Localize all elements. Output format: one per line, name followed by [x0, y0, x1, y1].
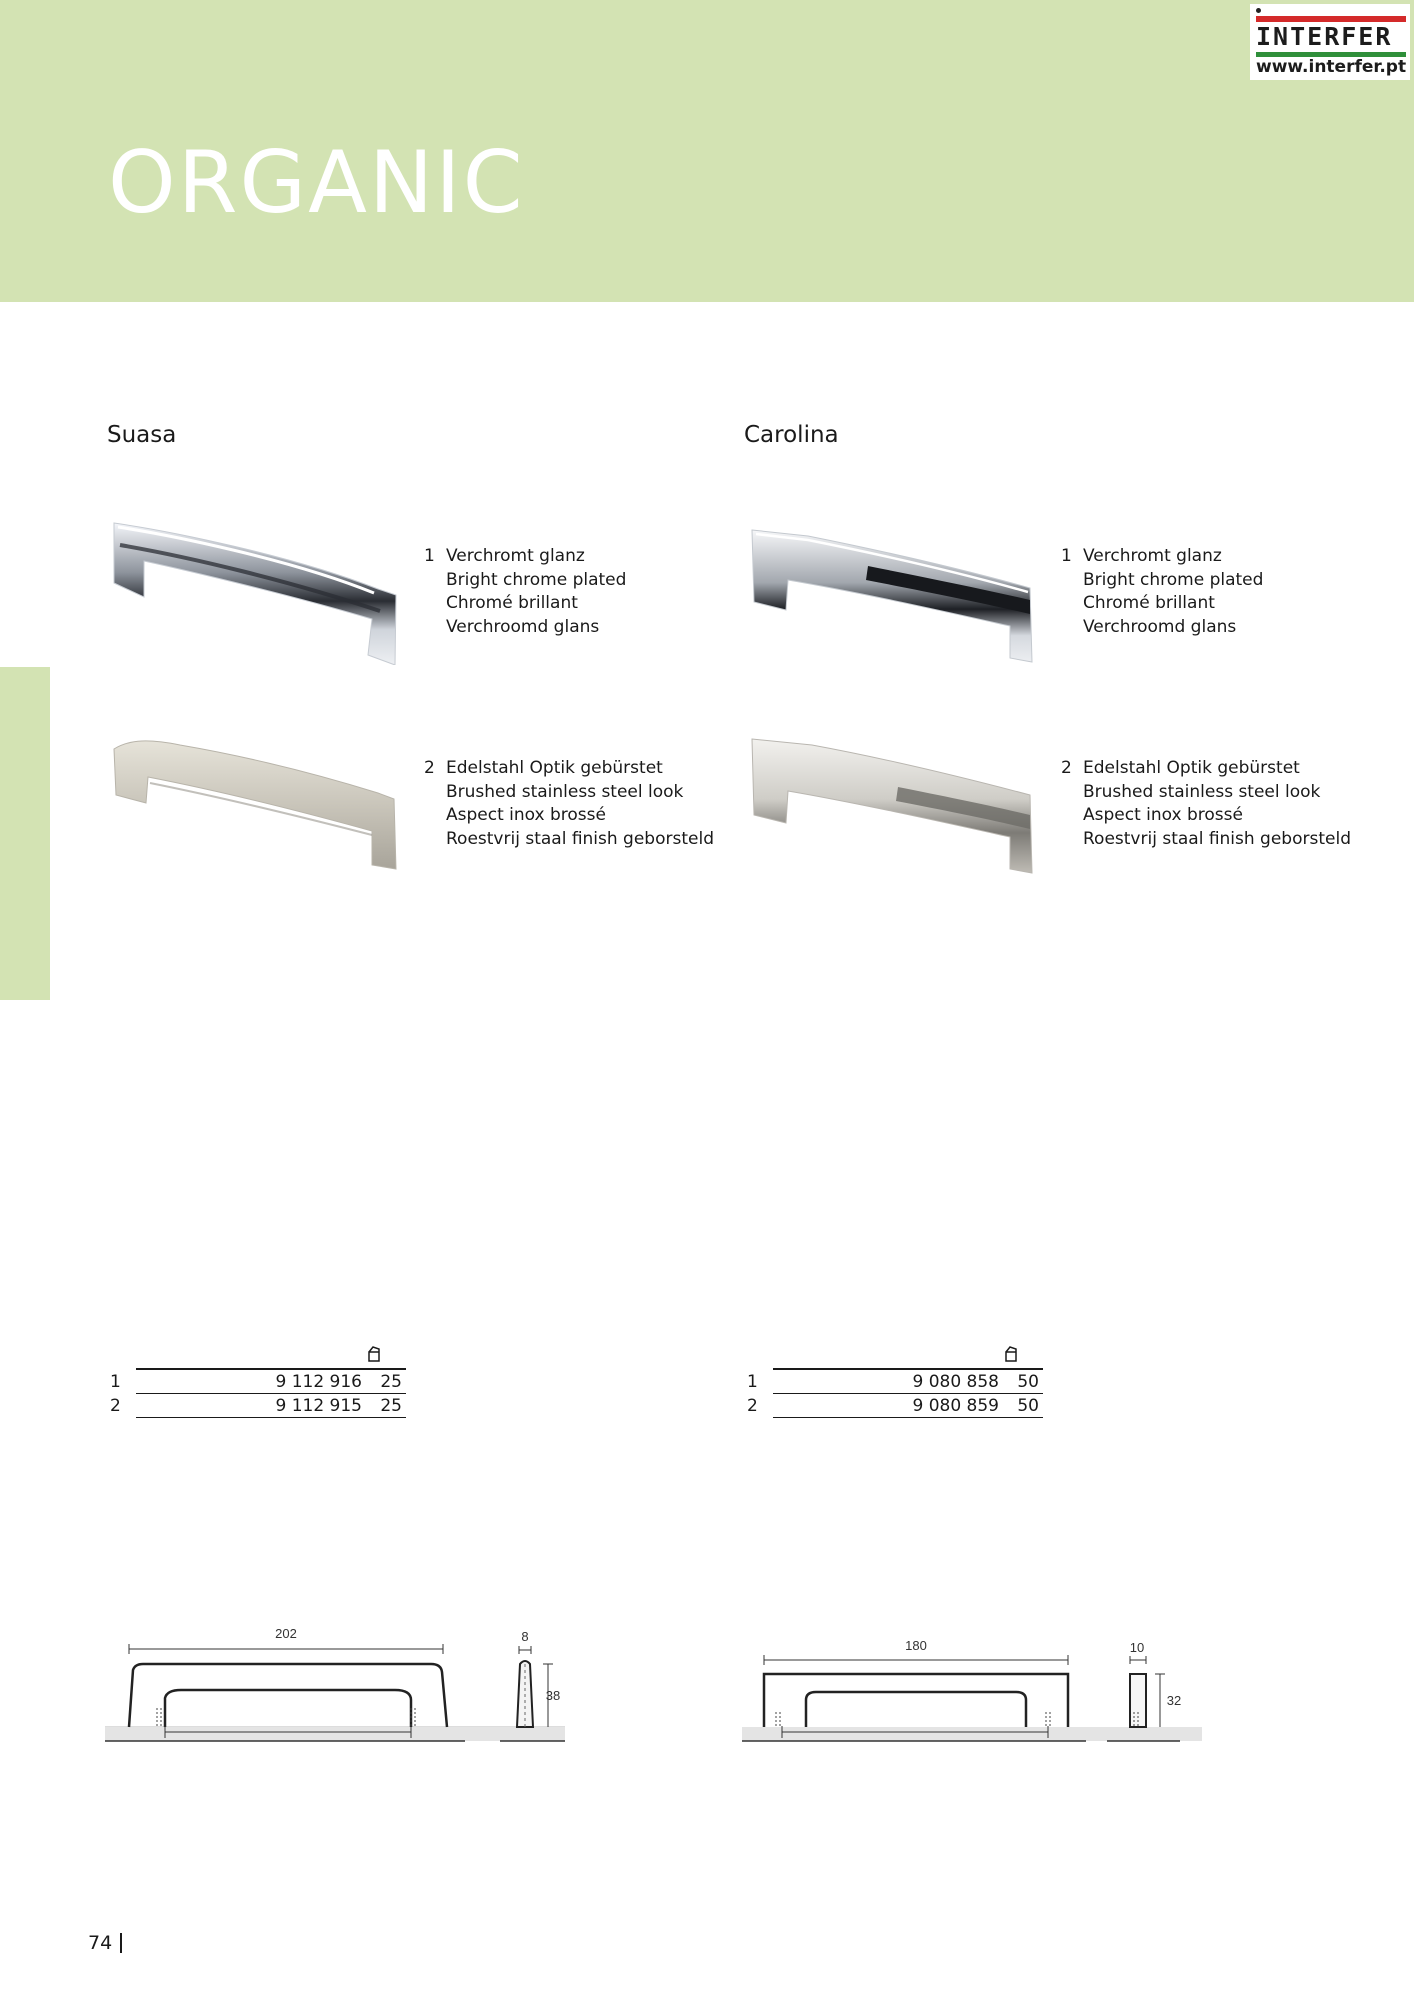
dim-height-label: 32 [1166, 1693, 1182, 1708]
variant-line-en: Bright chrome plated [446, 569, 627, 590]
dim-width-label: 10 [1129, 1640, 1145, 1655]
order-variant-number: 1 [747, 1372, 758, 1392]
variant-number: 1 [424, 546, 435, 566]
order-row [110, 1370, 410, 1394]
suasa-chrome-handle-image [110, 515, 400, 665]
order-code: 9 080 859 [912, 1396, 999, 1416]
package-box-icon [1004, 1346, 1018, 1362]
logo-url: www.interfer.pt [1256, 57, 1407, 77]
carolina-dimension-drawing [742, 1620, 1222, 1750]
page-number-separator [120, 1933, 122, 1953]
row-rule [136, 1417, 406, 1419]
row-rule [773, 1417, 1043, 1419]
page-title: ORGANIC [108, 133, 525, 233]
variant-line-en: Bright chrome plated [1083, 569, 1264, 590]
variant-line-nl: Roestvrij staal finish geborsteld [446, 828, 714, 849]
variant-number: 2 [424, 758, 435, 778]
variant-line-de: Edelstahl Optik gebürstet [1083, 758, 1300, 778]
order-row [747, 1370, 1047, 1394]
dim-length-label: 202 [275, 1626, 297, 1641]
variant-line-fr: Chromé brillant [446, 593, 578, 613]
carolina-chrome-handle-image [748, 522, 1038, 667]
package-box-icon [367, 1346, 381, 1362]
order-code: 9 080 858 [912, 1372, 999, 1392]
interfer-logo[interactable] [1250, 4, 1410, 80]
variant-line-nl: Verchroomd glans [1083, 616, 1237, 637]
order-row [110, 1394, 410, 1418]
variant-line-fr: Chromé brillant [1083, 593, 1215, 613]
suasa-brushed-handle-image [110, 735, 400, 875]
variant-line-de: Edelstahl Optik gebürstet [446, 758, 663, 778]
variant-line-fr: Aspect inox brossé [446, 805, 606, 825]
row-rule-top [136, 1368, 406, 1370]
suasa-dimension-drawing [105, 1620, 585, 1750]
side-tab-marker [0, 667, 50, 1000]
dim-height-label: 38 [545, 1688, 561, 1703]
product-name-carolina: Carolina [744, 422, 839, 448]
dim-length-label: 180 [905, 1638, 927, 1653]
variant-line-fr: Aspect inox brossé [1083, 805, 1243, 825]
variant-line-en: Brushed stainless steel look [446, 781, 684, 802]
order-row [747, 1394, 1047, 1418]
logo-dot [1256, 8, 1261, 13]
row-rule-top [773, 1368, 1043, 1370]
order-pack-qty: 50 [1017, 1396, 1039, 1416]
dim-width-label: 8 [521, 1629, 529, 1644]
variant-line-nl: Roestvrij staal finish geborsteld [1083, 828, 1351, 849]
logo-name: INTERFER [1256, 22, 1393, 51]
order-variant-number: 1 [110, 1372, 121, 1392]
variant-line-nl: Verchroomd glans [446, 616, 600, 637]
carolina-brushed-handle-image [748, 733, 1038, 878]
page-number: 74 [88, 1932, 113, 1954]
variant-line-de: Verchromt glanz [446, 546, 585, 566]
order-variant-number: 2 [747, 1396, 758, 1416]
carolina-order-table [747, 1346, 1047, 1426]
order-pack-qty: 25 [380, 1396, 402, 1416]
variant-number: 1 [1061, 546, 1072, 566]
order-pack-qty: 50 [1017, 1372, 1039, 1392]
variant-line-de: Verchromt glanz [1083, 546, 1222, 566]
variant-line-en: Brushed stainless steel look [1083, 781, 1321, 802]
order-pack-qty: 25 [380, 1372, 402, 1392]
order-code: 9 112 916 [275, 1372, 362, 1392]
variant-number: 2 [1061, 758, 1072, 778]
order-variant-number: 2 [110, 1396, 121, 1416]
order-code: 9 112 915 [275, 1396, 362, 1416]
suasa-order-table [110, 1346, 410, 1426]
product-name-suasa: Suasa [107, 422, 177, 448]
